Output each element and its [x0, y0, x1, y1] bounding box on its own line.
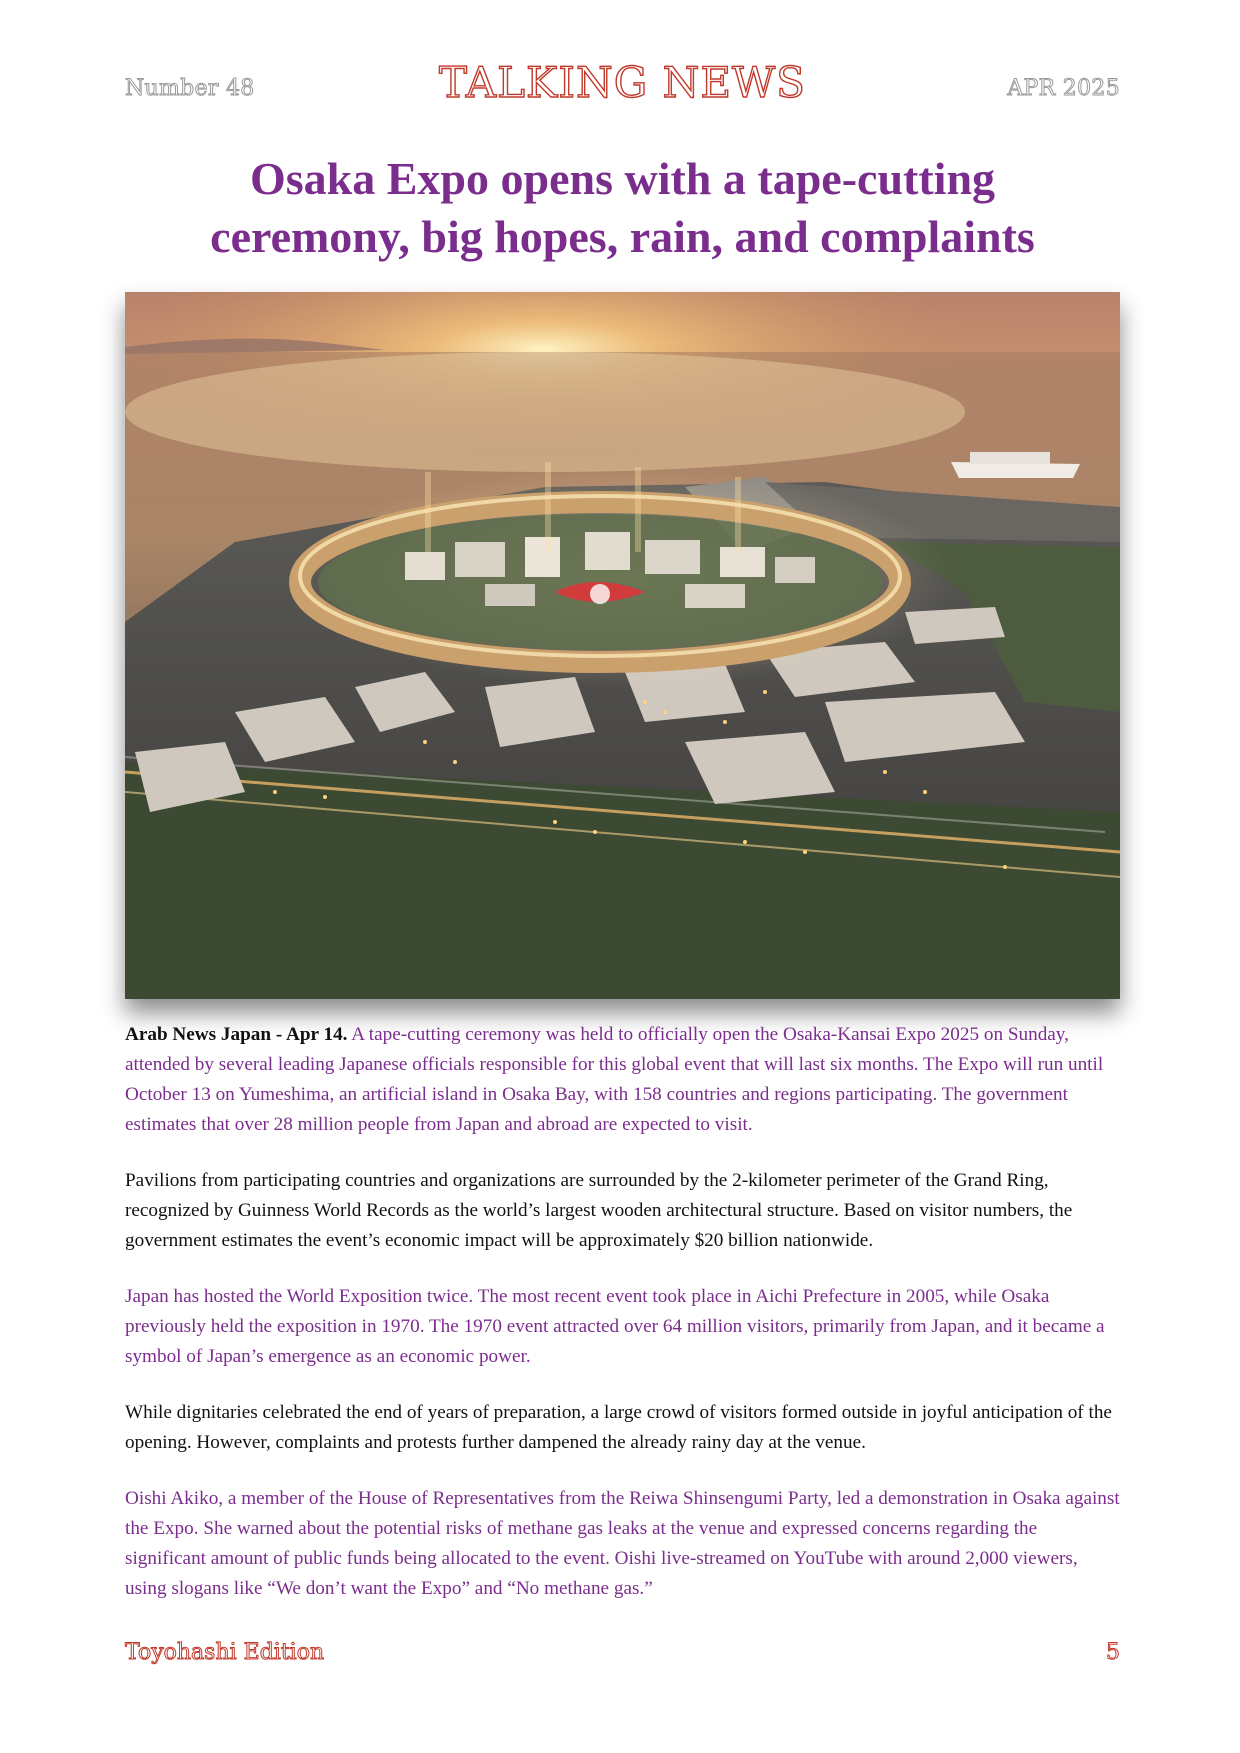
article-paragraph-4: While dignitaries celebrated the end of years of preparation, a large crowd of visitors formed outside in joyful anticipation of the opening. However, complaints and protests further dampened the already rainy day at the venue.	[125, 1402, 1112, 1453]
footer-edition: Toyohashi Edition	[125, 1640, 325, 1665]
article-body	[125, 1020, 1120, 1630]
headline-line-1: Osaka Expo opens with a tape-cutting	[249, 153, 996, 204]
expo-site-image	[125, 292, 1120, 999]
article-paragraph-3: Japan has hosted the World Exposition twice. The most recent event took place in Aichi Prefecture in 2005, while Osaka previously held the exposition in 1970. The 1970 event attracted over 64 million visitors, primarily from Japan, and it became a symbol of Japan’s emergence as an economic power.	[125, 1286, 1105, 1367]
article-paragraph-1	[125, 1020, 1120, 1140]
headline-line-2: ceremony, big hopes, rain, and complaints	[210, 211, 1035, 262]
dateline: Arab News Japan - Apr 14.	[125, 1024, 348, 1045]
paragraph-1-text: A tape-cutting ceremony was held to officially open the Osaka-Kansai Expo 2025 on Sunday, attended by several leading Japanese officials responsible for this global event that will last six months. The Expo will run until October 13 on Yumeshima, an artificial island in Osaka Bay, with 158 countries and regions participating. The government estimates that over 28 million people from Japan and abroad are expected to visit.	[125, 1024, 1104, 1135]
page-number: 5	[1106, 1640, 1120, 1665]
article-headline	[125, 150, 1120, 266]
issue-number: Number 48	[125, 76, 255, 101]
issue-date: APR 2025	[1007, 76, 1120, 101]
newsletter-title: TALKING NEWS	[439, 58, 806, 107]
masthead	[125, 56, 1120, 116]
article-paragraph-5: Oishi Akiko, a member of the House of Representatives from the Reiwa Shinsengumi Party, led a demonstration in Osaka against the Expo. She warned about the potential risks of methane gas leaks at the venue and expressed concerns regarding the significant amount of public funds being allocated to the event. Oishi live-streamed on YouTube with around 2,000 viewers, using slogans like “We don’t want the Expo” and “No methane gas.”	[125, 1488, 1120, 1599]
expo-aerial-illustration	[125, 292, 1120, 999]
article-paragraph-2: Pavilions from participating countries and organizations are surrounded by the 2-kilometer perimeter of the Grand Ring, recognized by Guinness World Records as the world’s largest wooden architectural structure. Based on visitor numbers, the government estimates the event’s economic impact will be approximately $20 billion nationwide.	[125, 1170, 1073, 1251]
